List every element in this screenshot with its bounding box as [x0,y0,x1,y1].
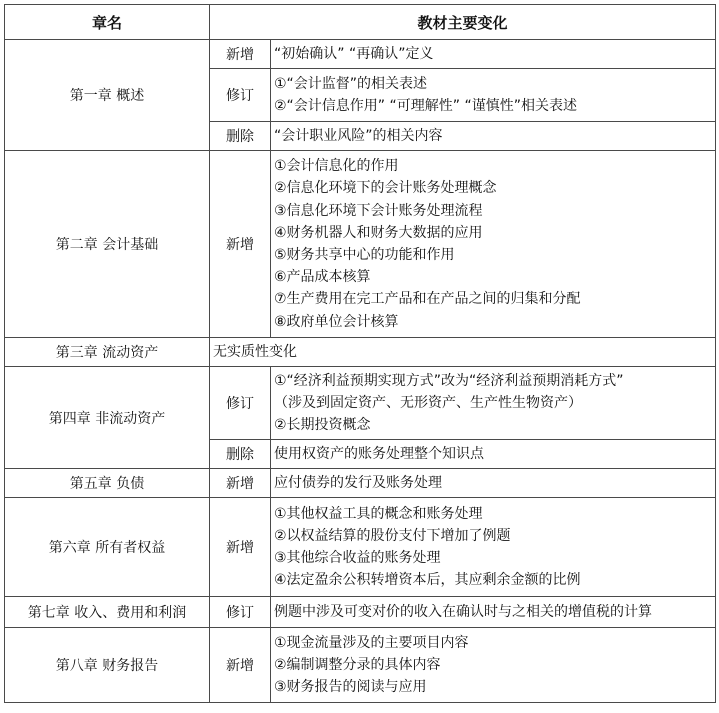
header-changes: 教材主要变化 [210,5,716,40]
change-type: 新增 [210,469,271,498]
chapter-name: 第四章 非流动资产 [5,367,210,469]
change-line: ②编制调整分录的具体内容 [274,656,441,673]
change-content [210,338,716,367]
change-line: ③信息化环境下会计账务处理流程 [274,202,483,219]
table-row [5,597,716,628]
table-row [5,628,716,703]
change-line: ⑧政府单位会计核算 [274,313,399,330]
table-row [5,498,716,597]
change-line: 例题中涉及可变对价的收入在确认时与之相关的增值税的计算 [274,603,652,620]
change-type: 修订 [210,69,271,122]
change-line: ③其他综合收益的账务处理 [274,550,441,566]
change-line: ①会计信息化的作用 [274,158,399,175]
change-content [271,498,716,597]
change-line: “会计职业风险”的相关内容 [274,127,443,144]
change-line: ⑤财务共享中心的功能和作用 [274,247,455,263]
header-chapter: 章名 [5,5,210,40]
change-line: ②“会计信息作用” “可理解性” “谨慎性”相关表述 [274,98,577,114]
change-line: 使用权资产的账务处理整个知识点 [274,445,484,462]
change-line: ②信息化环境下的会计账务处理概念 [274,180,497,197]
change-type: 新增 [210,151,271,338]
change-type: 新增 [210,628,271,703]
change-content [271,151,716,338]
chapter-name: 第五章 负债 [5,469,210,498]
change-type: 删除 [210,122,271,151]
chapter-name: 第七章 收入、费用和利润 [5,597,210,628]
table-row [5,151,716,338]
change-line: ①现金流量涉及的主要项目内容 [274,634,469,651]
change-content [271,367,716,440]
change-line: ④财务机器人和财务大数据的应用 [274,224,483,241]
change-content [271,122,716,151]
change-line: 无实质性变化 [213,343,297,360]
change-line: ①“会计监督”的相关表述 [274,75,428,92]
textbook-changes-table [4,4,716,703]
change-line: ③财务报告的阅读与应用 [274,679,427,696]
chapter-name: 第八章 财务报告 [5,628,210,703]
change-line: ②以权益结算的股份支付下增加了例题 [274,527,511,544]
change-type: 修订 [210,367,271,440]
change-line: ②长期投资概念 [274,417,371,434]
table-row [5,338,716,367]
change-line: ①其他权益工具的概念和账务处理 [274,505,483,522]
change-line: （涉及到固定资产、无形资产、生产性生物资产） [274,394,582,411]
change-content [271,597,716,628]
change-line: 应付债券的发行及账务处理 [274,474,442,491]
change-type: 删除 [210,440,271,469]
change-line: ④法定盈余公积转增资本后，其应剩余金额的比例 [274,572,581,589]
change-content [271,440,716,469]
change-type: 修订 [210,597,271,628]
change-type: 新增 [210,40,271,69]
chapter-name: 第六章 所有者权益 [5,498,210,597]
change-content [271,69,716,122]
table-row [5,40,716,69]
header-row [5,5,716,40]
table-row [5,367,716,440]
change-content [271,628,716,703]
table-row [5,469,716,498]
change-line: ⑦生产费用在完工产品和在产品之间的归集和分配 [274,291,581,308]
change-type: 新增 [210,498,271,597]
change-content [271,469,716,498]
chapter-name: 第二章 会计基础 [5,151,210,338]
change-content [271,40,716,69]
change-line: ⑥产品成本核算 [274,269,371,286]
change-line: ①“经济利益预期实现方式”改为“经济利益预期消耗方式” [274,372,624,389]
chapter-name: 第一章 概述 [5,40,210,151]
chapter-name: 第三章 流动资产 [5,338,210,367]
change-line: “初始确认” “再确认”定义 [274,45,434,62]
